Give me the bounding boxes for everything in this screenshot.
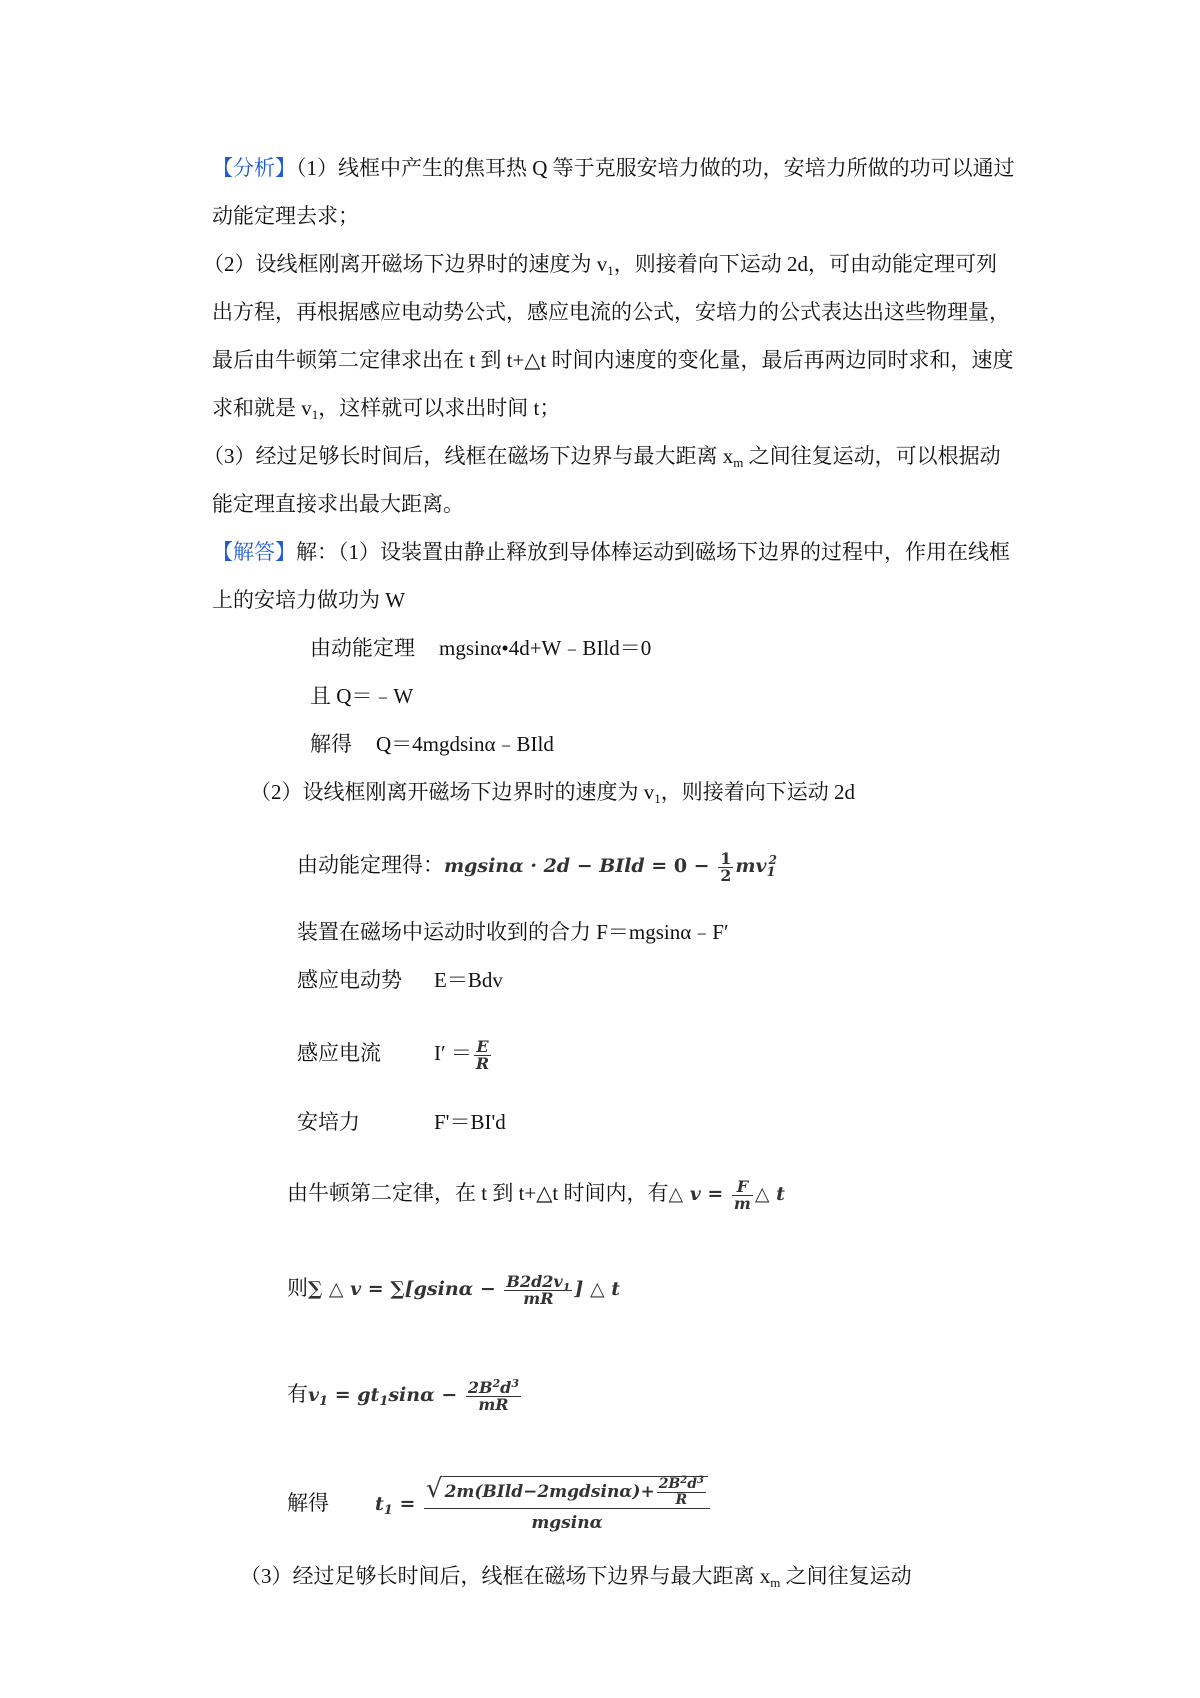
answer-current: 感应电流 I′ ＝ $\frac{E}{R}$ — [297, 1036, 490, 1073]
analysis-line-4: 出方程，再根据感应电动势公式，感应电流的公式，安培力的公式表达出这些物理量， — [212, 300, 1010, 324]
analysis-line-1: 【分析】（1）线框中产生的焦耳热 Q 等于克服安培力做的功，安培力所做的功可以通过 — [212, 156, 1015, 180]
f-over-m-fraction: $\frac{F}{m}$ — [733, 1176, 751, 1213]
e-over-r-fraction: $\frac{E}{R}$ — [475, 1036, 490, 1073]
answer-energy-theorem: 由动能定理 mgsinα•4d+W﹣BIld＝0 — [310, 636, 652, 660]
half-fraction: $\frac{1}{2}$ — [720, 848, 732, 885]
answer-sum-equation: 则∑ △ v = ∑[gsinα − $\frac{B2d2v_1}{mR}$ ] △ t — [287, 1271, 620, 1308]
answer-part2-intro: （2）设线框刚离开磁场下边界时的速度为 $v_1$，则接着向下运动 2d — [250, 780, 855, 806]
answer-line-2: 上的安培力做功为 W — [212, 588, 406, 612]
time-fraction: √ 2m(BIld−2mgdsinα)+ $\frac{2B^2d^3}{R}$ mgsinα — [424, 1474, 710, 1537]
analysis-line-5: 最后由牛顿第二定律求出在 t 到 t+△t 时间内速度的变化量，最后再两边同时求和，速度 — [212, 348, 1014, 372]
answer-line-1: 【解答】解：（1）设装置由静止释放到导体棒运动到磁场下边界的过程中，作用在线框 — [212, 540, 1010, 564]
analysis-tag: 【分析】 — [212, 156, 296, 180]
analysis-line-3: （2）设线框刚离开磁场下边界时的速度为 $v_1$，则接着向下运动 2d，可由动能定理可列 — [203, 252, 997, 278]
answer-emf: 感应电动势 E＝Bdv — [297, 968, 503, 992]
analysis-line-2: 动能定理去求； — [212, 204, 359, 228]
answer-velocity-equation: 有$v_1 = gt_1\sin\alpha$ − $\frac{2B^2d^3}{mR}$ — [287, 1376, 520, 1414]
analysis-line-7: （3）经过足够长时间后，线框在磁场下边界与最大距离 $x_m$ 之间往复运动，可以根据动 — [203, 444, 1001, 470]
analysis-line-8: 能定理直接求出最大距离。 — [212, 492, 464, 516]
answer-part3: （3）经过足够长时间后，线框在磁场下边界与最大距离 $x_m$ 之间往复运动 — [240, 1564, 912, 1590]
analysis-line-6: 求和就是 $v_1$，这样就可以求出时间 t； — [212, 396, 561, 422]
answer-net-force: 装置在磁场中运动时收到的合力 F＝mgsinα﹣F′ — [297, 920, 729, 944]
answer-q-relation: 且 Q＝﹣W — [310, 684, 414, 708]
answer-ampere-force: 安培力 F'＝BI'd — [297, 1110, 506, 1134]
square-root-sign: √ — [425, 1473, 443, 1504]
answer-q-result: 解得 Q＝4mgdsinα﹣BIld — [310, 732, 554, 756]
2b2d3-over-mr-fraction: $\frac{2B^2d^3}{mR}$ — [467, 1376, 520, 1414]
answer-newton-law: 由牛顿第二定律，在 t 到 t+△t 时间内，有△ v = $\frac{F}{m}$ △ t — [287, 1176, 785, 1213]
answer-time-result: 解得 $t_1$ = √ 2m(BIld−2mgdsinα)+ $\frac{2B^2d^3}{R}$ mgsinα — [287, 1468, 712, 1539]
b2d2v-fraction: $\frac{B2d2v_1}{mR}$ — [506, 1271, 571, 1308]
answer-tag: 【解答】 — [212, 540, 296, 564]
answer-energy-equation: 由动能定理得：mgsinα · 2d − BIld = 0 − $\frac{1}{2}$ $mv_1^2$ — [297, 848, 777, 885]
